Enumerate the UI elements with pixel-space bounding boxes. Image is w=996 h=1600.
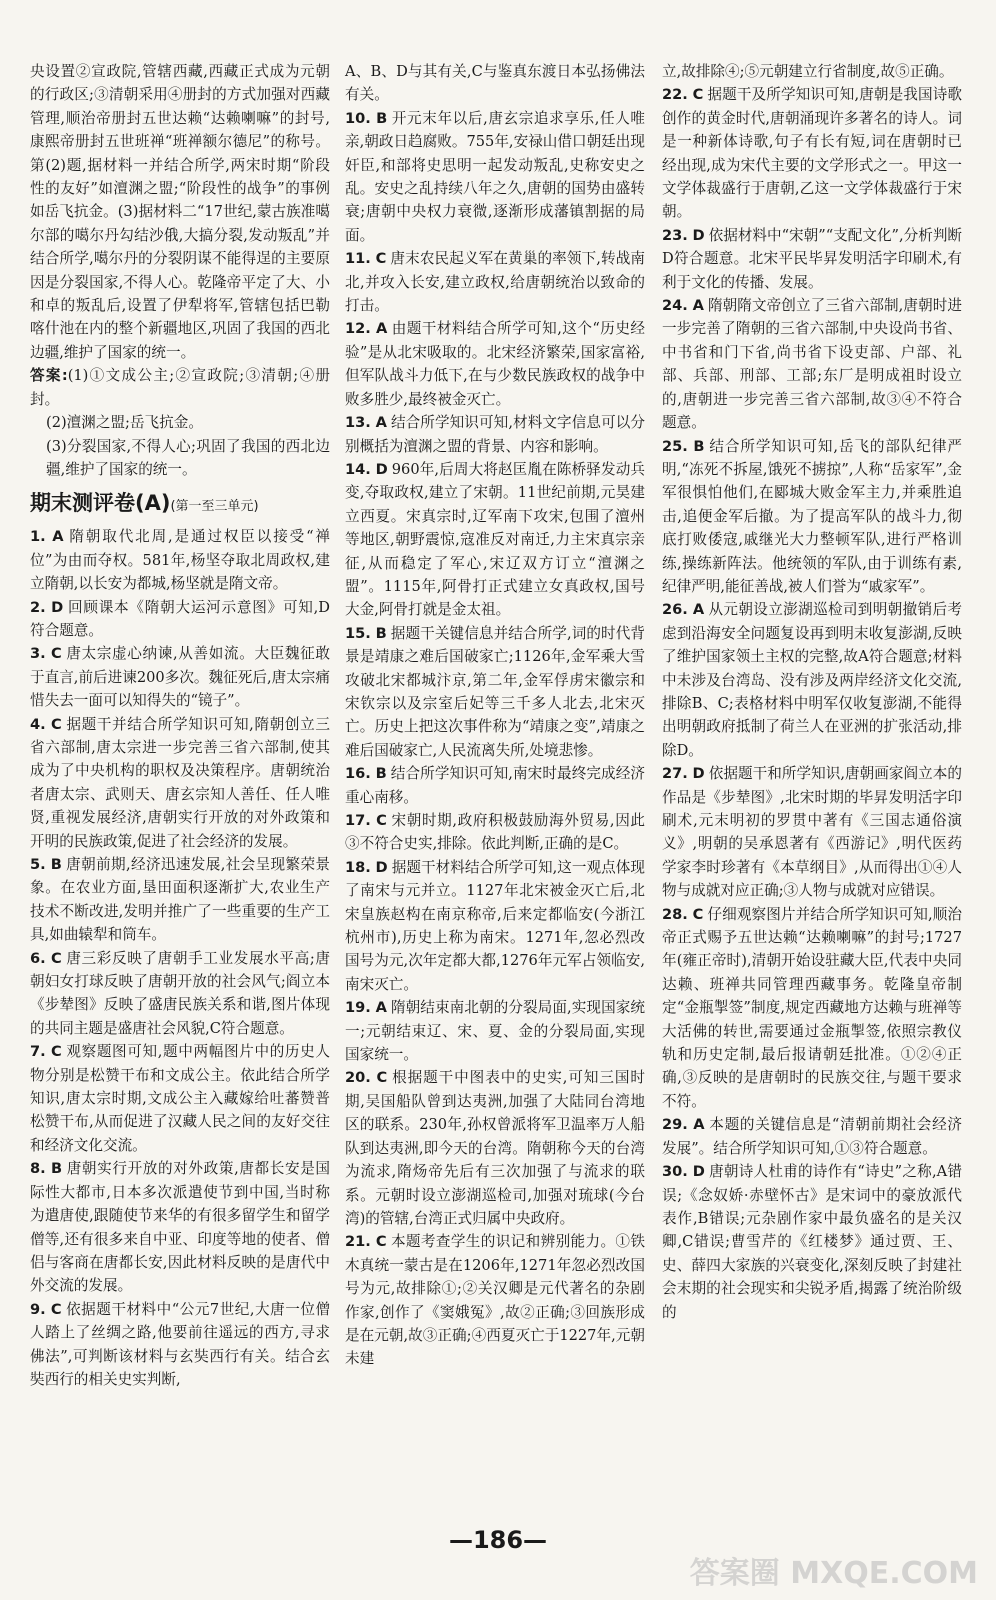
item-answer-letter: C bbox=[376, 812, 387, 829]
answer-item bbox=[345, 247, 645, 317]
item-number: 10. bbox=[345, 109, 371, 127]
item-explanation: 依据题干和所学知识,唐朝画家阎立本的作品是《步辇图》,北宋时期的毕昇发明活字印刷术,元末明初的罗贯中著有《三国志通俗演义》,明朝的吴承恩著有《西游记》,明代医药学家李时珍著有《本草纲目》,从而得出①④人物与成就对应正确;③人物与成就对应错误。 bbox=[662, 765, 963, 900]
answer-item bbox=[30, 642, 330, 712]
item-explanation: 观察题图可知,题中两幅图片中的历史人物分别是松赞干布和文成公主。依此结合所学知识,唐太宗时期,文成公主入藏嫁给吐蕃赞普松赞干布,从而促进了汉藏人民之间的友好交往和经济文化交流。 bbox=[30, 1043, 330, 1154]
answer-item bbox=[345, 107, 645, 247]
item-answer-letter: A bbox=[375, 414, 387, 432]
item-explanation: 据题干材料结合所学可知,这一观点体现了南宋与元并立。1127年北宋被金灭亡后,北宋皇族赵构在南京称帝,后来定都临安(今浙江杭州市),历史上称为南宋。1271年,忽必烈改国号为元,次年定都大都,1276年元军占领临安,南宋灭亡。 bbox=[345, 858, 646, 993]
item-answer-letter: A bbox=[52, 528, 64, 546]
item-answer-letter: D bbox=[692, 765, 705, 783]
answer-item bbox=[345, 809, 645, 856]
item-number: 29. bbox=[662, 1116, 688, 1134]
item-answer-letter: A bbox=[692, 601, 705, 619]
item-explanation: 据题干及所学知识可知,唐朝是我国诗歌创作的黄金时代,唐朝涌现许多著名的诗人。词是一种新体诗歌,句子有长有短,词在唐朝时已经出现,成为宋代主要的文学形式之一。甲这一文学体裁盛行于唐朝,乙这一文学体裁盛行于宋朝。 bbox=[662, 86, 963, 221]
item-answer-letter: B bbox=[375, 624, 387, 642]
answer-item bbox=[30, 1040, 330, 1157]
item-explanation: 本题考查学生的识记和辨别能力。①铁木真统一蒙古是在1206年,1271年忽必烈改国号为元,故排除①;②关汉卿是元代著名的杂剧作家,创作了《窦娥冤》,故②正确;③回族形成是在元朝,故③正确;④西夏灭亡于1227年,元朝未建 bbox=[345, 1233, 645, 1368]
item-number: 19. bbox=[345, 999, 371, 1017]
item-answer-letter: C bbox=[375, 1233, 387, 1251]
answer-item bbox=[662, 762, 962, 902]
item-answer-letter: D bbox=[692, 226, 705, 244]
answer-block bbox=[30, 364, 330, 411]
section-title-text: 期末测评卷(A) bbox=[30, 491, 171, 516]
item-answer-letter: C bbox=[50, 715, 62, 733]
item-number: 9. bbox=[30, 1300, 46, 1318]
question-list bbox=[662, 83, 962, 1324]
item-answer-letter: C bbox=[50, 645, 62, 663]
answer-item bbox=[30, 1157, 330, 1297]
item-number: 12. bbox=[345, 320, 371, 338]
intro-paragraph: 央设置②宣政院,管辖西藏,西藏正式成为元朝的行政区;③清朝采用④册封的方式加强对西藏管理,顺治帝册封五世达赖“达赖喇嘛”的封号,康熙帝册封五世班禅“班禅额尔德尼”的称号。第(2)题,据材料一并结合所学,两宋时期“阶段性的友好”如澶渊之盟;“阶段性的战争”的事例如岳飞抗金。(3)据材料二“17世纪,蒙古族准噶尔部的噶尔丹勾结沙俄,大搞分裂,发动叛乱”并结合所学,噶尔丹的分裂阴谋不能得逞的主要原因是分裂国家,不得人心。乾隆帝平定了大、小和卓的叛乱后,设置了伊犁将军,管辖包括巴勒喀什池在内的整个新疆地区,巩固了我国的西北边疆,维护了国家的统一。 bbox=[30, 63, 330, 361]
item-number: 23. bbox=[662, 226, 688, 244]
item-answer-letter: C bbox=[692, 905, 704, 923]
answer-item bbox=[30, 596, 330, 643]
item-number: 13. bbox=[345, 414, 371, 432]
item-explanation: 唐朝实行开放的对外政策,唐都长安是国际性大都市,日本多次派遣使节到中国,当时称为遣唐使,跟随使节来华的有很多留学生和留学僧等,还有很多来自中亚、印度等地的使者、僧侣与客商在唐都长安,因此材料反映的是唐代中外交流的发展。 bbox=[30, 1160, 331, 1295]
item-explanation: 隋朝取代北周,是通过权臣以接受“禅位”为由而夺权。581年,杨坚夺取北周政权,建立隋朝,以长安为都城,杨坚就是隋文帝。 bbox=[30, 528, 330, 593]
answer-line: (3)分裂国家,不得人心;巩固了我国的西北边疆,维护了国家的统一。 bbox=[46, 437, 330, 478]
item-number: 6. bbox=[30, 949, 46, 967]
answer-item bbox=[30, 853, 330, 947]
item-number: 20. bbox=[345, 1069, 371, 1087]
item-number: 22. bbox=[662, 86, 688, 104]
item-explanation: 隋朝隋文帝创立了三省六部制,唐朝时进一步完善了隋朝的三省六部制,中央设尚书省、中书省和门下省,尚书省下设吏部、户部、礼部、兵部、刑部、工部;东厂是明成祖时设立的,唐朝进一步完善三省六部制,故③④不符合题意。 bbox=[662, 297, 963, 432]
item-explanation: 结合所学知识可知,材料文字信息可以分别概括为澶渊之盟的背景、内容和影响。 bbox=[345, 414, 646, 455]
item-explanation: 据题干并结合所学知识可知,隋朝创立三省六部制,唐太宗进一步完善三省六部制,使其成为了中央机构的职权及决策程序。唐朝统治者唐太宗、武则天、唐玄宗知人善任、任人唯贤,重视发展经济,唐朝实行开放的对外政策和开明的民族政策,促进了社会经济的发展。 bbox=[30, 715, 330, 850]
item-number: 21. bbox=[345, 1233, 371, 1251]
item-answer-letter: B bbox=[376, 109, 388, 127]
question-list bbox=[345, 107, 645, 1371]
item-number: 16. bbox=[345, 765, 371, 783]
item-explanation: 唐朝诗人杜甫的诗作有“诗史”之称,A错误;《念奴娇·赤壁怀古》是宋词中的豪放派代表作,B错误;元杂剧作家中最负盛名的是关汉卿,C错误;曹雪芹的《红楼梦》通过贾、王、史、薛四大家族的兴衰变化,深刻反映了封建社会末期的社会现实和尖锐矛盾,揭露了统治阶级的 bbox=[662, 1163, 962, 1321]
item-answer-letter: C bbox=[692, 86, 704, 104]
answer-item bbox=[30, 713, 330, 853]
section-title bbox=[30, 487, 330, 523]
item-answer-letter: C bbox=[375, 250, 387, 268]
item-number: 5. bbox=[30, 856, 46, 873]
answer-item bbox=[345, 856, 645, 996]
answer-line: (2)澶渊之盟;岳飞抗金。 bbox=[46, 414, 203, 432]
question-list bbox=[30, 525, 330, 1391]
item-explanation: 唐末农民起义军在黄巢的率领下,转战南北,并攻入长安,建立政权,给唐朝统治以致命的打击。 bbox=[345, 250, 646, 315]
column-right bbox=[662, 60, 962, 1324]
item-number: 14. bbox=[345, 460, 371, 478]
item-answer-letter: C bbox=[50, 1300, 62, 1318]
item-answer-letter: D bbox=[375, 858, 388, 876]
answer-item bbox=[345, 762, 645, 809]
item-number: 8. bbox=[30, 1160, 46, 1178]
item-number: 11. bbox=[345, 250, 371, 268]
item-answer-letter: B bbox=[50, 1160, 63, 1178]
answer-item bbox=[662, 1113, 962, 1160]
item-answer-letter: D bbox=[51, 598, 64, 616]
item-answer-letter: D bbox=[375, 460, 388, 478]
item-number: 3. bbox=[30, 645, 46, 663]
item-number: 1. bbox=[30, 528, 46, 546]
item-explanation: 唐朝前期,经济迅速发展,社会呈现繁荣景象。在农业方面,垦田面积逐渐扩大,农业生产技术不断改进,发明并推广了一些重要的生产工具,如曲辕犁和筒车。 bbox=[30, 856, 330, 944]
answer-item bbox=[345, 622, 645, 762]
answer-item bbox=[345, 458, 645, 622]
answer-item bbox=[345, 411, 645, 458]
item-number: 26. bbox=[662, 601, 688, 619]
item-explanation: 本题的关键信息是“清朝前期社会经济发展”。结合所学知识可知,①③符合题意。 bbox=[662, 1116, 962, 1157]
intro-paragraph: 立,故排除④;⑤元朝建立行省制度,故⑤正确。 bbox=[662, 63, 954, 80]
item-explanation: 根据题干中图表中的史实,可知三国时期,吴国船队曾到达夷洲,加强了大陆同台湾地区的联系。230年,孙权曾派将军卫温率万人船队到达夷洲,即今天的台湾。隋朝称今天的台湾为流求,隋炀帝先后有三次加强了与流求的联系。元朝时设立澎湖巡检司,加强对琉球(今台湾)的管辖,台湾正式归属中央政府。 bbox=[345, 1069, 646, 1227]
item-explanation: 结合所学知识可知,岳飞的部队纪律严明,“冻死不拆屋,饿死不掳掠”,人称“岳家军”,金军很惧怕他们,在郾城大败金军主力,并乘胜追击,追便金军后撤。为了提高军队的战斗力,彻底打败倭寇,戚继光大力整顿军队,进行严格训练,操练新阵法。他统领的军队,由于训练有素,纪律严明,能征善战,被人们誉为“戚家军”。 bbox=[662, 437, 963, 595]
item-answer-letter: A bbox=[375, 999, 387, 1017]
item-number: 4. bbox=[30, 715, 46, 733]
answer-item bbox=[345, 1230, 645, 1370]
item-answer-letter: B bbox=[693, 437, 705, 455]
item-number: 27. bbox=[662, 765, 688, 783]
item-explanation: 隋朝结束南北朝的分裂局面,实现国家统一;元朝结束辽、宋、夏、金的分裂局面,实现国家统一。 bbox=[345, 999, 646, 1064]
item-explanation: 开元末年以后,唐玄宗追求享乐,任人唯亲,朝政日趋腐败。755年,安禄山借口朝廷出现奸臣,和部将史思明一起发动叛乱,史称安史之乱。安史之乱持续八年之久,唐朝的国势由盛转衰;唐朝中央权力衰微,逐渐形成藩镇割据的局面。 bbox=[345, 109, 645, 244]
answer-item bbox=[662, 294, 962, 434]
item-explanation: 结合所学知识可知,南宋时最终完成经济重心南移。 bbox=[345, 765, 646, 806]
item-number: 24. bbox=[662, 297, 688, 315]
answer-item bbox=[662, 1160, 962, 1324]
answer-item bbox=[345, 996, 645, 1066]
item-answer-letter: B bbox=[50, 856, 62, 873]
answer-item bbox=[662, 903, 962, 1114]
answer-item bbox=[30, 947, 330, 1041]
item-answer-letter: C bbox=[376, 1069, 388, 1087]
item-explanation: 依据题干材料中“公元7世纪,大唐一位僧人踏上了丝绸之路,他要前往遥远的西方,寻求佛法”,可判断该材料与玄奘西行有关。结合玄奘西行的相关史实判断, bbox=[30, 1300, 331, 1388]
intro-paragraph: A、B、D与其有关,C与鉴真东渡日本弘扬佛法有关。 bbox=[345, 63, 645, 104]
answer-item bbox=[345, 317, 645, 411]
item-answer-letter: C bbox=[50, 949, 62, 967]
answer-item bbox=[345, 1066, 645, 1230]
item-number: 7. bbox=[30, 1043, 46, 1061]
item-answer-letter: A bbox=[375, 320, 388, 338]
item-number: 28. bbox=[662, 905, 688, 923]
item-number: 17. bbox=[345, 812, 371, 829]
answer-item bbox=[662, 435, 962, 599]
column-middle bbox=[345, 60, 645, 1371]
item-explanation: 唐太宗虚心纳谏,从善如流。大臣魏征敢于直言,前后进谏200多次。魏征死后,唐太宗痛惜失去一面可以知得失的“镜子”。 bbox=[30, 645, 330, 710]
section-subtitle: (第一至三单元) bbox=[170, 499, 259, 515]
item-answer-letter: B bbox=[375, 765, 387, 783]
item-number: 30. bbox=[662, 1163, 688, 1181]
item-explanation: 依据材料中“宋朝”“支配文化”,分析判断D符合题意。北宋平民毕昇发明活字印刷术,有利于文化的传播、发展。 bbox=[662, 226, 963, 291]
answer-label: 答案: bbox=[30, 367, 68, 385]
item-explanation: 由题干材料结合所学可知,这个“历史经验”是从北宋吸取的。北宋经济繁荣,国家富裕,但军队战斗力低下,在与少数民族政权的战争中败多胜少,最终被金灭亡。 bbox=[345, 320, 645, 408]
watermark-logo: 答案圈 MXQE.COM bbox=[689, 1556, 978, 1591]
page-number: —186— bbox=[448, 1526, 548, 1554]
item-number: 15. bbox=[345, 624, 371, 642]
item-explanation: 据题干关键信息并结合所学,词的时代背景是靖康之难后国破家亡;1126年,金军乘大雪攻破北宋都城汴京,第二年,金军俘虏宋徽宗和宋钦宗以及宗室后妃等三千多人北去,北宋灭亡。历史上把这次事件称为“靖康之变”,靖康之难后国破家亡,人民流离失所,处境悲惨。 bbox=[345, 624, 646, 759]
item-answer-letter: A bbox=[692, 297, 704, 315]
item-answer-letter: C bbox=[50, 1043, 62, 1061]
answer-line: (1)①文成公主;②宣政院;③清朝;④册封。 bbox=[30, 367, 330, 408]
column-left bbox=[30, 60, 330, 1391]
item-number: 18. bbox=[345, 858, 371, 876]
item-explanation: 唐三彩反映了唐朝手工业发展水平高;唐朝妇女打球反映了唐朝开放的社会风气;阎立本《步辇图》反映了盛唐民族关系和谐,图片体现的共同主题是盛唐社会风貌,C符合题意。 bbox=[30, 949, 331, 1037]
answer-item bbox=[30, 525, 330, 595]
item-explanation: 仔细观察图片并结合所学知识可知,顺治帝正式赐予五世达赖“达赖喇嘛”的封号;1727年(雍正帝时),清朝开始设驻藏大臣,代表中央同达赖、班禅共同管理西藏事务。乾隆皇帝制定“金瓶掣签”制度,规定西藏地方达赖与班禅等大活佛的转世,需要通过金瓶掣签,依照宗教仪轨和历史定制,最后报请朝廷批准。①②④正确,③反映的是唐朝时的民族交往,与题干要求不符。 bbox=[662, 905, 963, 1110]
answer-item bbox=[662, 83, 962, 223]
answer-item bbox=[662, 224, 962, 294]
answer-item bbox=[30, 1298, 330, 1392]
item-explanation: 960年,后周大将赵匡胤在陈桥驿发动兵变,夺取政权,建立了宋朝。11世纪前期,元昊建立西夏。宋真宗时,辽军南下攻宋,包围了澶州等地区,朝野震惊,寇准反对南迁,力主宋真宗亲征,从而稳定了军心,宋辽双方订立“澶渊之盟”。1115年,阿骨打正式建立女真政权,国号大金,阿骨打就是金太祖。 bbox=[345, 460, 646, 619]
item-explanation: 宋朝时期,政府积极鼓励海外贸易,因此③不符合史实,排除。依此判断,正确的是C。 bbox=[345, 812, 646, 853]
item-explanation: 回顾课本《隋朝大运河示意图》可知,D符合题意。 bbox=[30, 598, 331, 639]
item-answer-letter: D bbox=[692, 1163, 705, 1181]
item-answer-letter: A bbox=[693, 1116, 705, 1134]
item-number: 25. bbox=[662, 437, 688, 455]
item-number: 2. bbox=[30, 598, 46, 616]
item-explanation: 从元朝设立澎湖巡检司到明朝撤销后考虑到沿海安全问题复设再到明末收复澎湖,反映了维护国家领土主权的完整,故A符合题意;材料中未涉及台湾岛、没有涉及两岸经济文化交流,排除B、C;表格材料中明军仅收复澎湖,不能得出明朝政府抵制了荷兰人在亚洲的扩张活动,排除D。 bbox=[662, 601, 962, 759]
answer-item bbox=[662, 598, 962, 762]
